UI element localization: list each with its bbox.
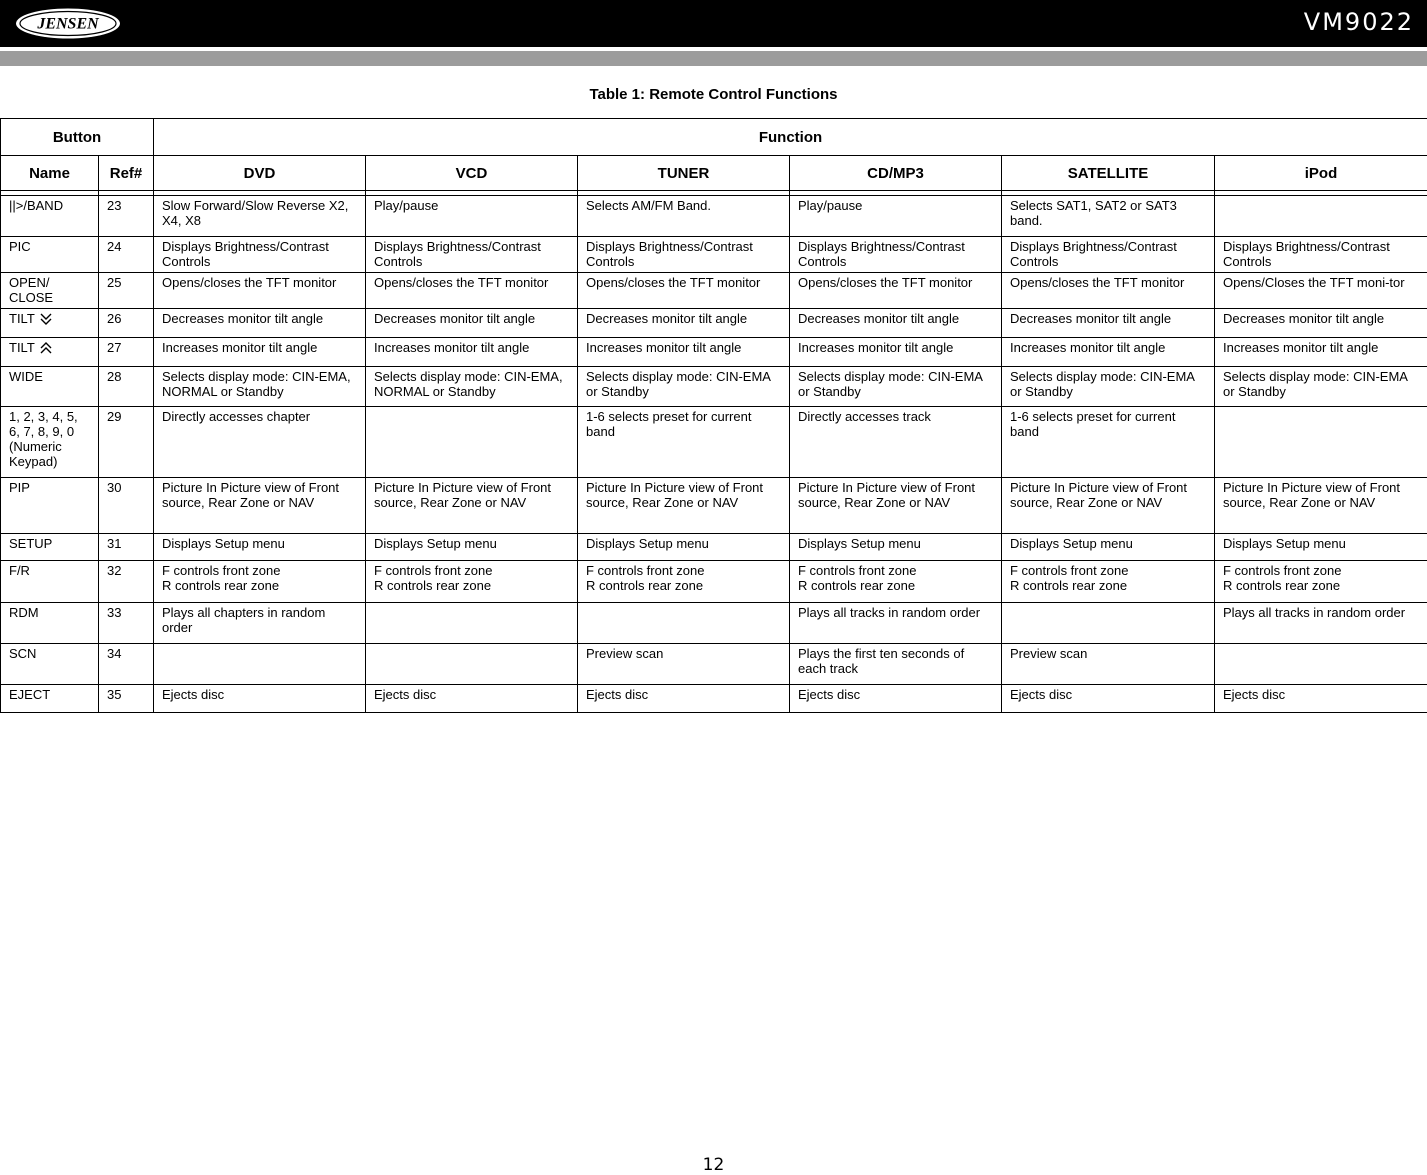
cell-ref-number: 33 — [99, 603, 154, 644]
table-row — [1, 561, 1427, 603]
cell-ipod: Displays Setup menu — [1215, 534, 1427, 561]
button-name-text: PIC — [9, 239, 31, 254]
cell-cdmp3: Displays Setup menu — [790, 534, 1002, 561]
cell-satellite: Displays Setup menu — [1002, 534, 1215, 561]
cell-tuner: Preview scan — [578, 644, 790, 685]
cell-tuner: F controls front zone R controls rear zone — [578, 561, 790, 603]
cell-button-name — [1, 478, 99, 534]
cell-satellite: Preview scan — [1002, 644, 1215, 685]
cell-tuner: Selects display mode: CIN-EMA or Standby — [578, 367, 790, 407]
button-name-text: ||>/BAND — [9, 198, 63, 213]
cell-ref-number: 24 — [99, 237, 154, 273]
cell-ref-number: 35 — [99, 685, 154, 713]
cell-dvd: Displays Setup menu — [154, 534, 366, 561]
column-header-ref: Ref# — [99, 156, 154, 191]
cell-tuner: Increases monitor tilt angle — [578, 338, 790, 367]
cell-ipod: Increases monitor tilt angle — [1215, 338, 1427, 367]
cell-tuner: Displays Brightness/Contrast Controls — [578, 237, 790, 273]
cell-satellite: Picture In Picture view of Front source, Rear Zone or NAV — [1002, 478, 1215, 534]
cell-vcd: Decreases monitor tilt angle — [366, 309, 578, 338]
cell-ipod — [1215, 644, 1427, 685]
table-row — [1, 478, 1427, 534]
table-row — [1, 644, 1427, 685]
button-name-text: SCN — [9, 646, 36, 661]
header-button-group: Button — [1, 119, 154, 156]
cell-satellite: Ejects disc — [1002, 685, 1215, 713]
cell-satellite: F controls front zone R controls rear zone — [1002, 561, 1215, 603]
table-row — [1, 367, 1427, 407]
model-number: VM9022 — [1304, 8, 1414, 36]
button-name-text: SETUP — [9, 536, 52, 551]
column-header-dvd: DVD — [154, 156, 366, 191]
button-name-text: RDM — [9, 605, 39, 620]
cell-dvd: Ejects disc — [154, 685, 366, 713]
cell-button-name — [1, 603, 99, 644]
cell-satellite: Displays Brightness/Contrast Controls — [1002, 237, 1215, 273]
cell-vcd: F controls front zone R controls rear zone — [366, 561, 578, 603]
table-row — [1, 534, 1427, 561]
cell-ref-number: 32 — [99, 561, 154, 603]
cell-vcd: Picture In Picture view of Front source, Rear Zone or NAV — [366, 478, 578, 534]
cell-satellite: Increases monitor tilt angle — [1002, 338, 1215, 367]
cell-button-name — [1, 685, 99, 713]
cell-tuner: 1-6 selects preset for current band — [578, 407, 790, 478]
cell-button-name — [1, 534, 99, 561]
cell-satellite: Selects display mode: CIN-EMA or Standby — [1002, 367, 1215, 407]
cell-ref-number: 26 — [99, 309, 154, 338]
cell-button-name — [1, 561, 99, 603]
cell-ref-number: 31 — [99, 534, 154, 561]
column-header-ipod: iPod — [1215, 156, 1427, 191]
table-row — [1, 309, 1427, 338]
cell-vcd: Displays Brightness/Contrast Controls — [366, 237, 578, 273]
cell-ref-number: 34 — [99, 644, 154, 685]
cell-dvd: Opens/closes the TFT monitor — [154, 273, 366, 309]
cell-ipod — [1215, 407, 1427, 478]
cell-cdmp3: Increases monitor tilt angle — [790, 338, 1002, 367]
cell-cdmp3: Opens/closes the TFT monitor — [790, 273, 1002, 309]
cell-dvd: Displays Brightness/Contrast Controls — [154, 237, 366, 273]
button-name-text: WIDE — [9, 369, 43, 384]
table-title: Table 1: Remote Control Functions — [0, 86, 1427, 103]
cell-dvd: Plays all chapters in random order — [154, 603, 366, 644]
cell-ref-number: 29 — [99, 407, 154, 478]
cell-dvd: Picture In Picture view of Front source, Rear Zone or NAV — [154, 478, 366, 534]
table-row — [1, 685, 1427, 713]
cell-satellite — [1002, 603, 1215, 644]
cell-button-name — [1, 367, 99, 407]
column-header-name: Name — [1, 156, 99, 191]
svg-text:JENSEN: JENSEN — [36, 16, 100, 33]
cell-ipod: Selects display mode: CIN-EMA or Standby — [1215, 367, 1427, 407]
cell-cdmp3: Decreases monitor tilt angle — [790, 309, 1002, 338]
cell-cdmp3: Plays all tracks in random order — [790, 603, 1002, 644]
cell-dvd: Directly accesses chapter — [154, 407, 366, 478]
cell-vcd — [366, 603, 578, 644]
cell-ref-number: 30 — [99, 478, 154, 534]
cell-tuner: Selects AM/FM Band. — [578, 196, 790, 237]
cell-dvd — [154, 644, 366, 685]
cell-vcd: Play/pause — [366, 196, 578, 237]
column-header-cdmp3: CD/MP3 — [790, 156, 1002, 191]
cell-vcd: Opens/closes the TFT monitor — [366, 273, 578, 309]
button-name-text: TILT — [9, 340, 35, 355]
cell-tuner — [578, 603, 790, 644]
cell-cdmp3: Play/pause — [790, 196, 1002, 237]
jensen-logo — [14, 7, 122, 40]
cell-satellite: Opens/closes the TFT monitor — [1002, 273, 1215, 309]
cell-ipod: Opens/Closes the TFT moni-tor — [1215, 273, 1427, 309]
cell-cdmp3: Directly accesses track — [790, 407, 1002, 478]
cell-vcd: Increases monitor tilt angle — [366, 338, 578, 367]
cell-tuner: Picture In Picture view of Front source, Rear Zone or NAV — [578, 478, 790, 534]
cell-cdmp3: Selects display mode: CIN-EMA or Standby — [790, 367, 1002, 407]
cell-tuner: Ejects disc — [578, 685, 790, 713]
cell-dvd: Selects display mode: CIN-EMA, NORMAL or Standby — [154, 367, 366, 407]
cell-button-name — [1, 273, 99, 309]
cell-ipod — [1215, 196, 1427, 237]
cell-ref-number: 23 — [99, 196, 154, 237]
cell-cdmp3: Plays the first ten seconds of each track — [790, 644, 1002, 685]
button-name-text: F/R — [9, 563, 30, 578]
table-row — [1, 407, 1427, 478]
cell-button-name — [1, 407, 99, 478]
cell-satellite: Decreases monitor tilt angle — [1002, 309, 1215, 338]
cell-ref-number: 27 — [99, 338, 154, 367]
column-header-vcd: VCD — [366, 156, 578, 191]
cell-cdmp3: Ejects disc — [790, 685, 1002, 713]
double-chevron-down-icon — [40, 312, 52, 326]
button-name-text: TILT — [9, 311, 35, 326]
cell-tuner: Opens/closes the TFT monitor — [578, 273, 790, 309]
cell-vcd: Selects display mode: CIN-EMA, NORMAL or Standby — [366, 367, 578, 407]
cell-ipod: F controls front zone R controls rear zone — [1215, 561, 1427, 603]
table-row — [1, 603, 1427, 644]
cell-dvd: Slow Forward/Slow Reverse X2, X4, X8 — [154, 196, 366, 237]
column-header-satellite: SATELLITE — [1002, 156, 1215, 191]
cell-ipod: Decreases monitor tilt angle — [1215, 309, 1427, 338]
button-name-text: EJECT — [9, 687, 50, 702]
cell-vcd — [366, 407, 578, 478]
cell-tuner: Decreases monitor tilt angle — [578, 309, 790, 338]
cell-ipod: Plays all tracks in random order — [1215, 603, 1427, 644]
cell-button-name — [1, 237, 99, 273]
table-row — [1, 338, 1427, 367]
cell-ipod: Displays Brightness/Contrast Controls — [1215, 237, 1427, 273]
remote-functions-table — [0, 118, 1427, 713]
cell-button-name — [1, 644, 99, 685]
cell-button-name — [1, 196, 99, 237]
cell-cdmp3: Picture In Picture view of Front source, Rear Zone or NAV — [790, 478, 1002, 534]
cell-satellite: Selects SAT1, SAT2 or SAT3 band. — [1002, 196, 1215, 237]
cell-dvd: Increases monitor tilt angle — [154, 338, 366, 367]
cell-ipod: Picture In Picture view of Front source, Rear Zone or NAV — [1215, 478, 1427, 534]
button-name-text: 1, 2, 3, 4, 5, 6, 7, 8, 9, 0 (Numeric Keypad) — [9, 409, 78, 469]
cell-satellite: 1-6 selects preset for current band — [1002, 407, 1215, 478]
page-number: 12 — [0, 1155, 1427, 1175]
cell-ipod: Ejects disc — [1215, 685, 1427, 713]
cell-vcd: Displays Setup menu — [366, 534, 578, 561]
cell-cdmp3: F controls front zone R controls rear zone — [790, 561, 1002, 603]
double-chevron-up-icon — [40, 341, 52, 355]
cell-button-name — [1, 338, 99, 367]
table-row — [1, 237, 1427, 273]
cell-ref-number: 28 — [99, 367, 154, 407]
cell-tuner: Displays Setup menu — [578, 534, 790, 561]
cell-vcd — [366, 644, 578, 685]
cell-vcd: Ejects disc — [366, 685, 578, 713]
cell-button-name — [1, 309, 99, 338]
button-name-text: PIP — [9, 480, 30, 495]
cell-cdmp3: Displays Brightness/Contrast Controls — [790, 237, 1002, 273]
table-row — [1, 196, 1427, 237]
button-name-text: OPEN/ CLOSE — [9, 275, 53, 305]
cell-dvd: Decreases monitor tilt angle — [154, 309, 366, 338]
cell-ref-number: 25 — [99, 273, 154, 309]
header-bar — [0, 0, 1427, 47]
header-divider — [0, 51, 1427, 66]
table-row — [1, 273, 1427, 309]
column-header-tuner: TUNER — [578, 156, 790, 191]
cell-dvd: F controls front zone R controls rear zone — [154, 561, 366, 603]
header-function-group: Function — [154, 119, 1427, 156]
